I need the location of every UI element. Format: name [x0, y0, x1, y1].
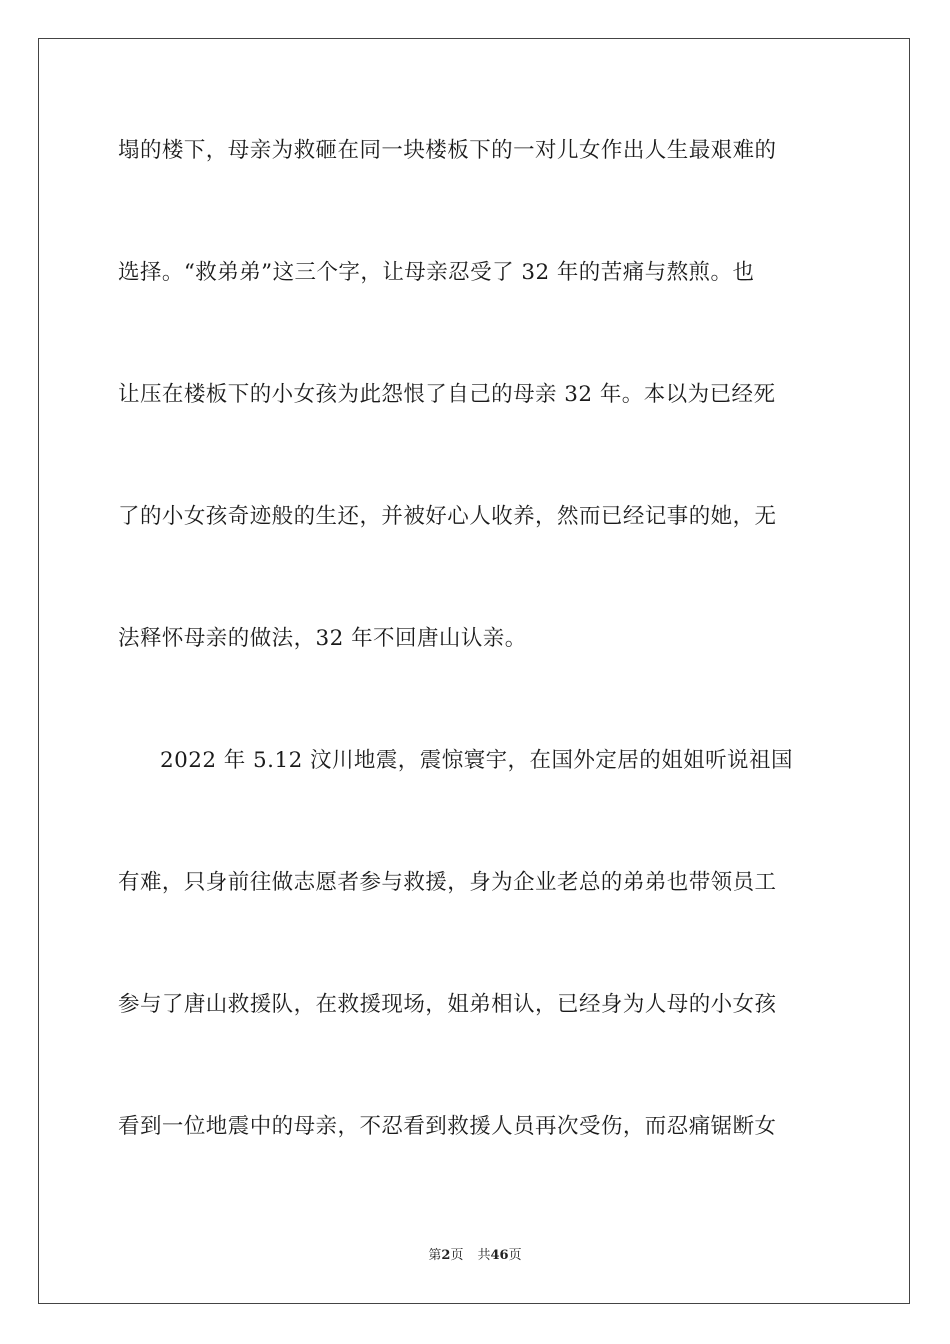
paragraph-first-line: 2022 年 5.12 汶川地震，震惊寰宇，在国外定居的姐姐听说祖国 [160, 748, 793, 773]
text-line: 参与了唐山救援队，在救援现场，姐弟相认，已经身为人母的小女孩 [118, 992, 777, 1017]
text-line: 选择。“救弟弟”这三个字，让母亲忍受了 32 年的苦痛与熬煎。也 [118, 260, 755, 285]
total-prefix: 共 [477, 1248, 491, 1263]
text-line: 让压在楼板下的小女孩为此怨恨了自己的母亲 32 年。本以为已经死 [118, 382, 776, 407]
page-prefix: 第 [428, 1248, 442, 1263]
page-footer [0, 1247, 950, 1265]
page-number: 2 [441, 1248, 451, 1263]
text-line: 了的小女孩奇迹般的生还，并被好心人收养，然而已经记事的她，无 [118, 504, 777, 529]
text-line: 法释怀母亲的做法，32 年不回唐山认亲。 [118, 626, 527, 651]
total-suffix: 页 [508, 1248, 522, 1263]
text-line: 塌的楼下，母亲为救砸在同一块楼板下的一对儿女作出人生最艰难的 [118, 138, 777, 163]
page-suffix: 页 [450, 1248, 464, 1263]
total-pages: 46 [490, 1248, 509, 1263]
text-line: 看到一位地震中的母亲，不忍看到救援人员再次受伤，而忍痛锯断女 [118, 1114, 777, 1139]
text-line: 有难，只身前往做志愿者参与救援，身为企业老总的弟弟也带领员工 [118, 870, 777, 895]
